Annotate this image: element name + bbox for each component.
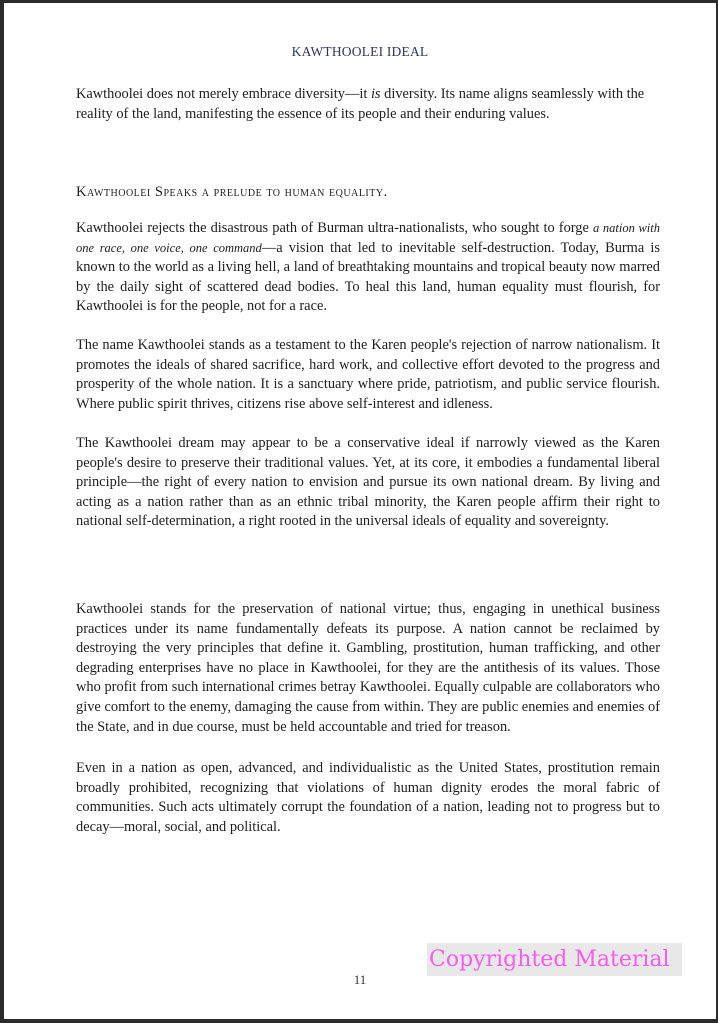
paragraph-national-virtue: Kawthoolei stands for the preservation of national virtue; thus, engaging in unethical business practices under its name fundamentally defeats its purpose. A nation cannot be reclaimed by destroying the very principles that define it. Gambling, prostitution, human trafficking, and other degrading enterprises have no place in Kawthoolei, for they are the antithesis of its values. Those who profit from such international crimes betray Kawthoolei. Equally culpable are collaborators who give comfort to the enemy, damaging the cause from within. They are public enemies and enemies of the State, and in due course, must be held accountable and tried for treason. <box>76 601 660 735</box>
paragraph-united-states: Even in a nation as open, advanced, and individualistic as the United States, prostitution remain broadly prohibited, recognizing that violations of human dignity erodes the moral fabric of communities. Such acts ultimately corrupt the foundation of a nation, leading not to progress but to decay—moral, social, and political. <box>76 760 660 835</box>
intro-paragraph <box>76 85 660 124</box>
running-head-title: KAWTHOOLEI IDEAL <box>291 44 429 59</box>
intro-text-before: Kawthoolei does not merely embrace diversity—it <box>76 86 371 102</box>
paragraph-burman-rejection <box>76 219 660 317</box>
paragraph-text-before: Kawthoolei rejects the disastrous path of Burman ultra-nationalists, who sought to forge <box>76 220 593 236</box>
copyright-watermark: Copyrighted Material <box>427 943 682 976</box>
paragraph-text-after: —a vision that led to inevitable self-destruction. Today, Burma is known to the world as a living hell, a land of breathtaking mountains and tropical beauty now marred by the daily sight of scattered dead bodies. To heal this land, human equality must flourish, for Kawthoolei is for the people, not for a race. <box>76 239 660 315</box>
paragraph-name-testament: The name Kawthoolei stands as a testament to the Karen people's rejection of narrow nationalism. It promotes the ideals of shared sacrifice, hard work, and collective effort devoted to the progress and prosperity of the whole nation. It is a sanctuary where pride, patriotism, and public service flourish. Where public spirit thrives, citizens rise above self-interest and idleness. <box>76 337 660 412</box>
intro-italic-emphasis: is <box>370 86 381 102</box>
paragraph-kawthoolei-dream: The Kawthoolei dream may appear to be a conservative ideal if narrowly viewed as the Karen people's desire to preserve their traditional values. Yet, at its core, it embodies a fundamental liberal principle—the right of every nation to envision and pursue its own national dream. By living and acting as a nation rather than as an ethnic tribal minority, the Karen people affirm their right to national self-determination, a right rooted in the universal ideals of equality and sovereignty. <box>76 435 660 530</box>
page-number: 11 <box>353 972 367 987</box>
paragraph-italic-quote: a nation with one race, one voice, one command <box>76 221 660 255</box>
section-heading: Kawthoolei Speaks a prelude to human equality. <box>76 184 388 200</box>
intro-text-after: diversity. Its name aligns seamlessly with the reality of the land, manifesting the essence of its people and their enduring values. <box>76 86 645 122</box>
document-page <box>4 3 716 1019</box>
